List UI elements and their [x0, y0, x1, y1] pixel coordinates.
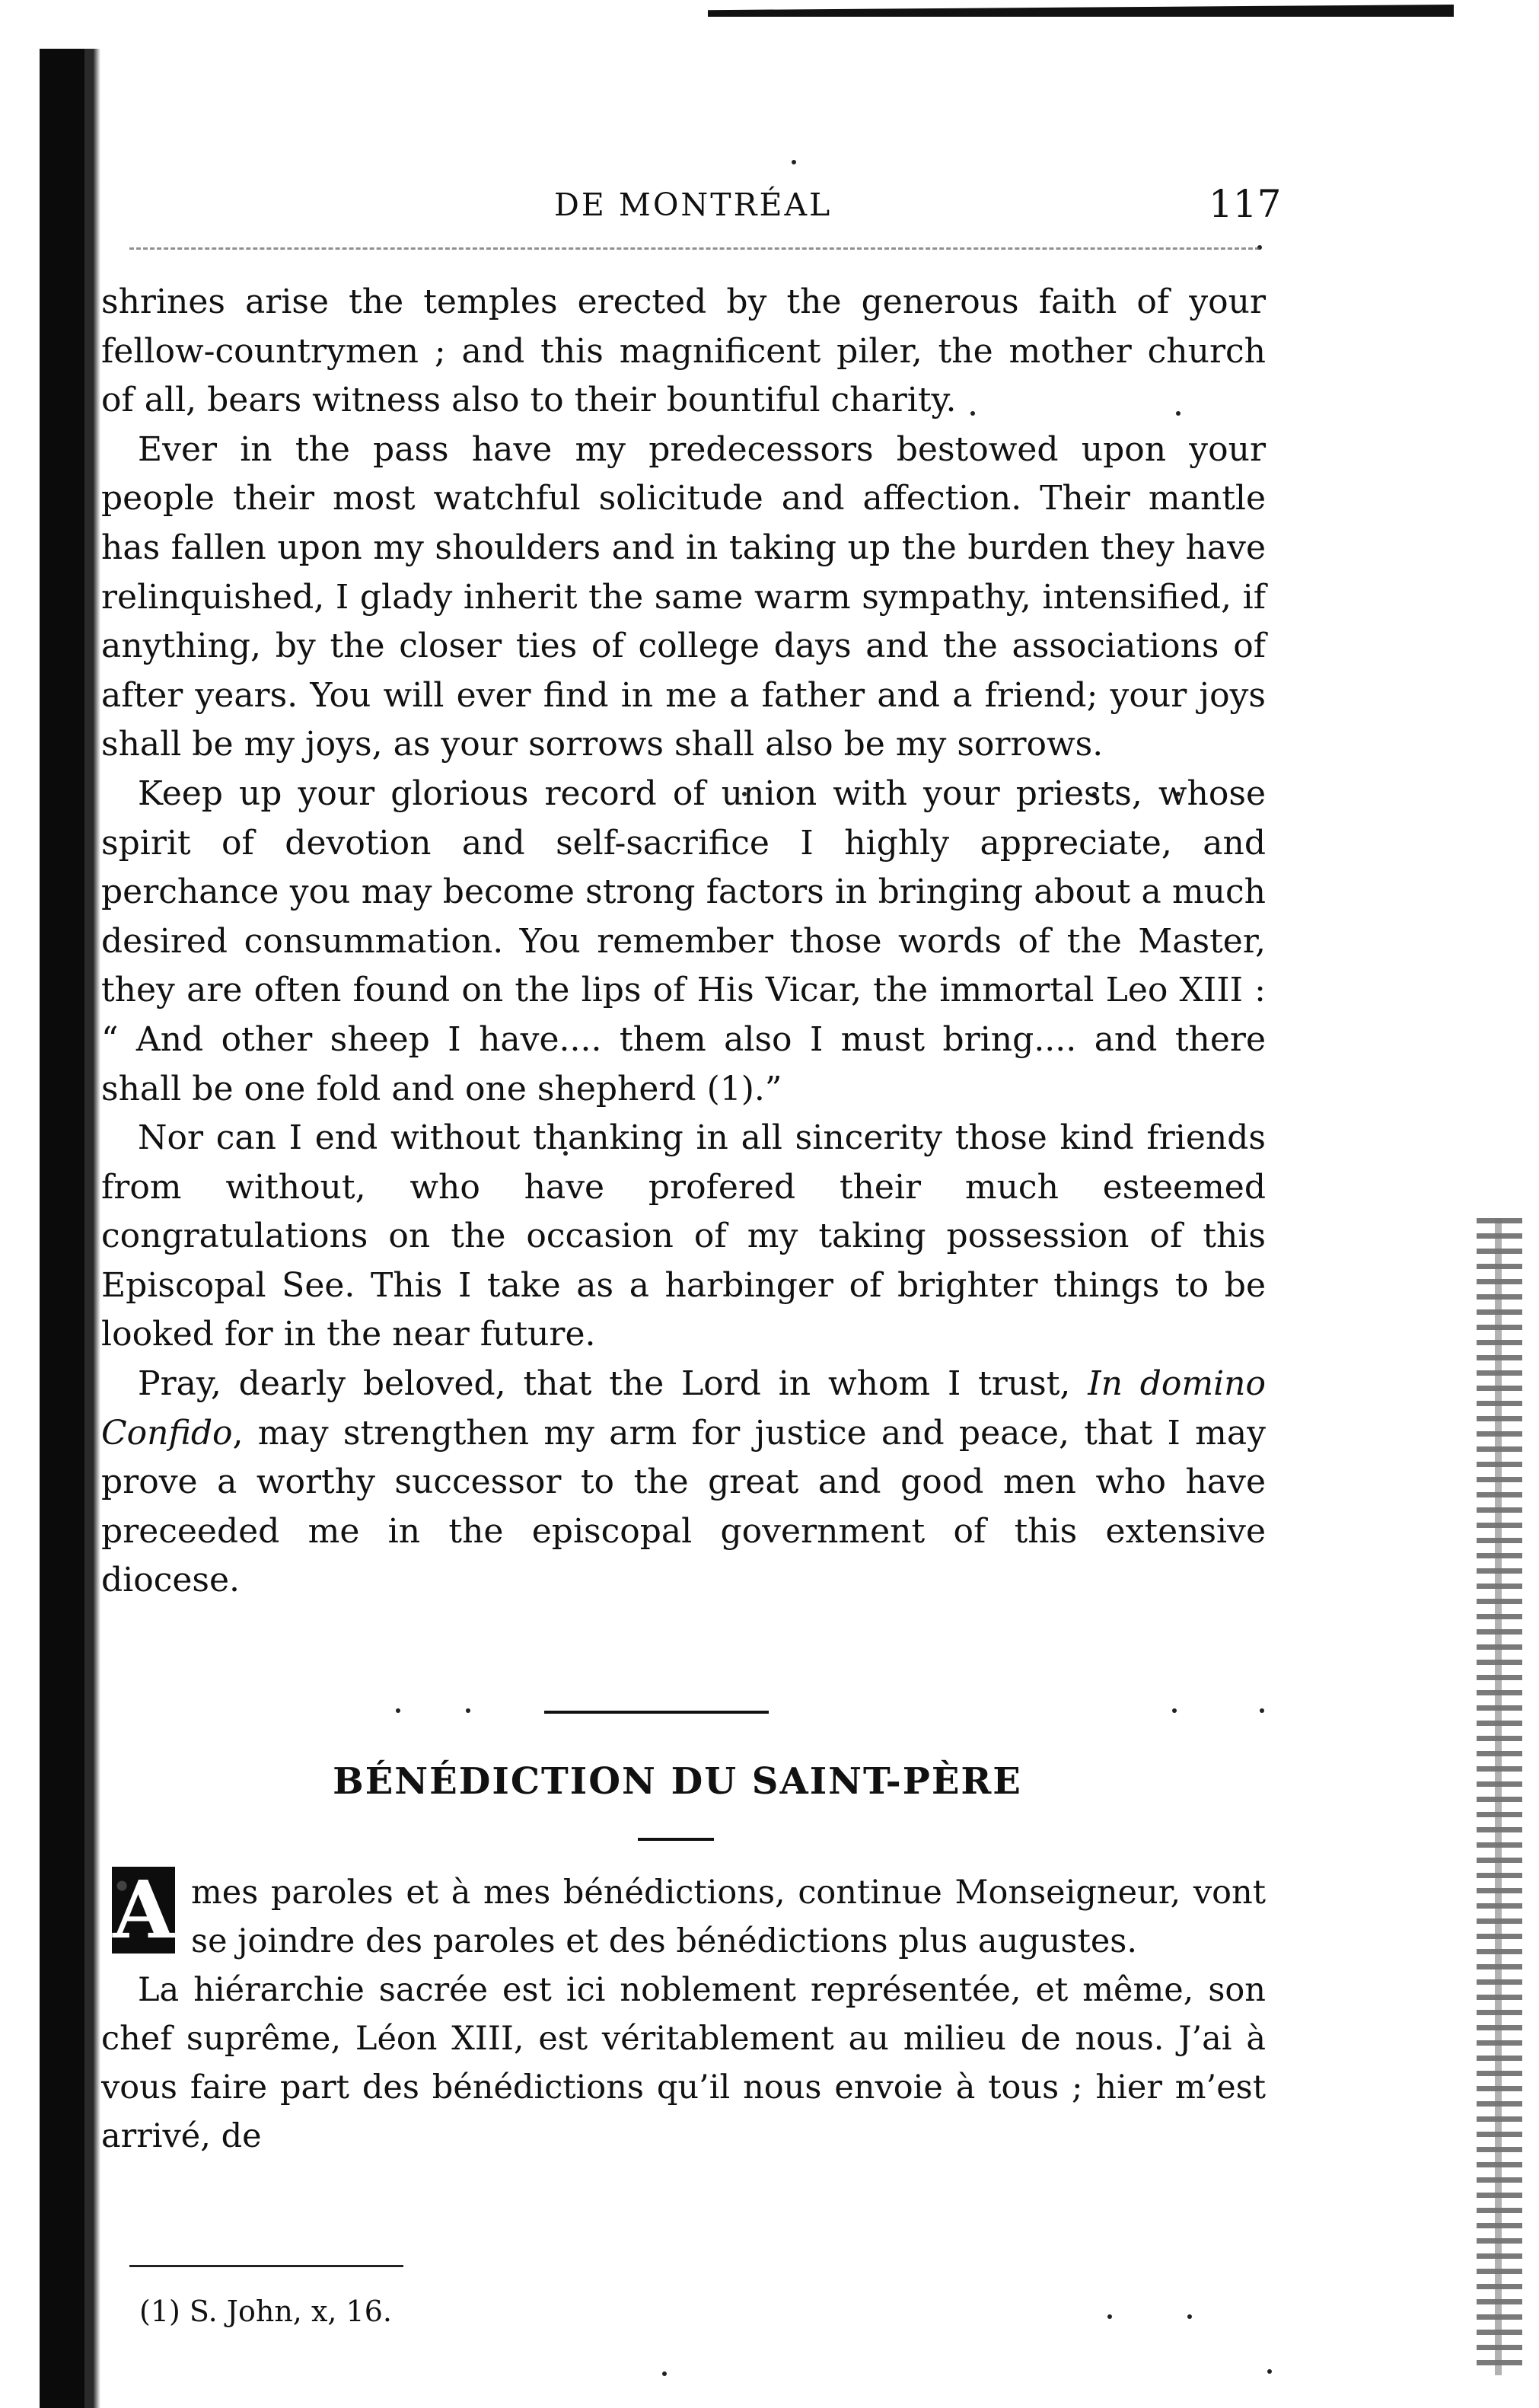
running-head: [114, 182, 1282, 232]
scan-speck: [792, 160, 796, 164]
benediction-second-paragraph: La hiérarchie sacrée est ici noblement représentée, et même, son chef suprême, Léon XIII, est véritablement au milieu de nous. J’ai à vous faire part des bénédictions qu’il nous envoie à tous ; hier m’est arrivé, de: [101, 1971, 1266, 2155]
paragraph-shrines: shrines arise the temples erected by the generous faith of your fellow-countrymen ; and this magnificent piler, the mother church of all, bears witness also to their bountiful charity.: [101, 282, 1266, 420]
scan-speck: [1107, 2314, 1112, 2319]
english-address-text: [101, 278, 1266, 1606]
scan-speck: [1260, 1708, 1264, 1713]
prayer-text-before-motto: Pray, dearly beloved, that the Lord in whom I trust,: [138, 1364, 1088, 1404]
running-title: DE MONTRÉAL: [554, 187, 833, 223]
scan-speck: [662, 2371, 667, 2376]
drop-cap-letter: A: [113, 1867, 174, 1954]
paragraph-union-with-priests: Keep up your glorious record of union with your priests, whose spirit of devotion and self-sacrifice I highly appreciate, and perchance you may become strong factors in bringing about a much desired consummation. You remember those words of the Master, they are often found on the lips of His Vicar, the immortal Leo XIII : “ And other sheep I have.... them also I must bring.... and there shall be one fold and one shepherd (1).”: [101, 773, 1266, 1108]
benediction-text: [101, 1868, 1266, 2161]
scan-speck: [396, 1708, 400, 1713]
paragraph-thanks: Nor can I end without thanking in all sincerity those kind friends from without, who have profered their much esteemed congratulations on the occasion of my taking possession of this Episcopal See. This I take as a harbinger of brighter things to be looked for in the near future.: [101, 1118, 1266, 1354]
scan-speck: [466, 1708, 470, 1713]
page-number: 117: [1209, 182, 1282, 226]
scan-right-edge-speckles: [1477, 1218, 1522, 2375]
scan-speck: [1172, 1708, 1177, 1713]
prayer-text-after-motto: , may strengthen my arm for justice and peace, that I may prove a worthy successor to the great and good men who have preceeded me in the episcopal government of this extensive diocese.: [101, 1413, 1266, 1600]
benediction-opening-paragraph: mes paroles et à mes bénédictions, continue Monseigneur, vont se joindre des paroles et des bénédictions plus augustes.: [191, 1874, 1266, 1960]
scan-left-binding-shadow: [40, 49, 100, 2408]
scan-top-rule: [708, 5, 1454, 17]
paragraph-predecessors: Ever in the pass have my predecessors bestowed upon your people their most watchful solicitude and affection. Their mantle has fallen upon my shoulders and in taking up the burden they have relinquished, I glady inherit the same warm sympathy, intensified, if anything, by the closer ties of college days and the associations of after years. You will ever find in me a father and a friend; your joys shall be my joys, as your sorrows shall also be my sorrows.: [101, 429, 1266, 764]
section-title: BÉNÉDICTION DU SAINT-PÈRE: [333, 1760, 1022, 1803]
footnote: (1) S. John, x, 16.: [139, 2295, 392, 2328]
header-dashed-rule: [129, 247, 1260, 250]
scan-speck: [1187, 2314, 1192, 2319]
section-divider-top: [544, 1711, 769, 1714]
section-divider-bottom: [638, 1838, 714, 1841]
paragraph-prayer: [101, 1360, 1266, 1606]
scan-speck: [1267, 2369, 1272, 2374]
latin-motto: In domino Confido: [101, 1364, 1267, 1453]
footnote-rule: [129, 2265, 403, 2267]
